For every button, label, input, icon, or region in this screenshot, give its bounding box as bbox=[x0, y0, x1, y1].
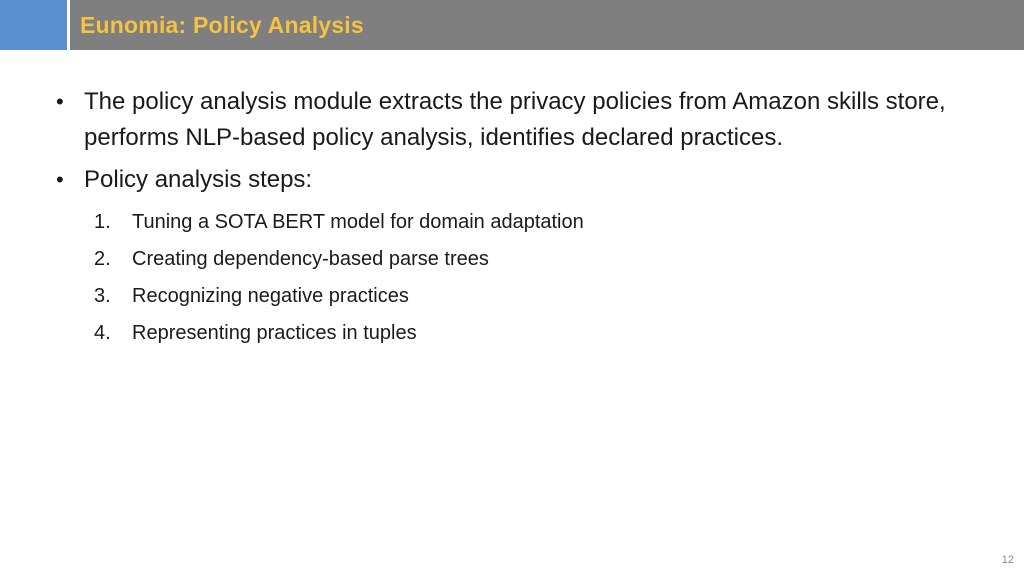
step-item bbox=[94, 278, 956, 315]
step-text: Creating dependency-based parse trees bbox=[132, 248, 489, 270]
bullet-text: The policy analysis module extracts the privacy policies from Amazon skills store, performs NLP-based policy analysis, identifies declared practices. bbox=[84, 88, 946, 151]
step-number: 2. bbox=[94, 248, 111, 270]
step-number: 1. bbox=[94, 211, 111, 233]
step-number: 4. bbox=[94, 322, 111, 344]
step-item bbox=[94, 204, 956, 241]
page-number: 12 bbox=[1001, 554, 1014, 566]
step-item bbox=[94, 241, 956, 278]
slide-title: Eunomia: Policy Analysis bbox=[80, 12, 364, 38]
steps-list bbox=[56, 204, 956, 352]
header-divider bbox=[67, 0, 70, 50]
step-text: Recognizing negative practices bbox=[132, 285, 409, 307]
bullet-dot: • bbox=[56, 167, 64, 192]
step-item bbox=[94, 315, 956, 352]
header-accent-block bbox=[0, 0, 67, 50]
step-text: Representing practices in tuples bbox=[132, 322, 417, 344]
bullet-item bbox=[56, 162, 956, 198]
step-text: Tuning a SOTA BERT model for domain adaptation bbox=[132, 211, 584, 233]
bullet-dot: • bbox=[56, 89, 64, 114]
slide-body bbox=[56, 84, 956, 352]
bullet-text: Policy analysis steps: bbox=[84, 166, 313, 193]
step-number: 3. bbox=[94, 285, 111, 307]
bullet-item bbox=[56, 84, 956, 156]
